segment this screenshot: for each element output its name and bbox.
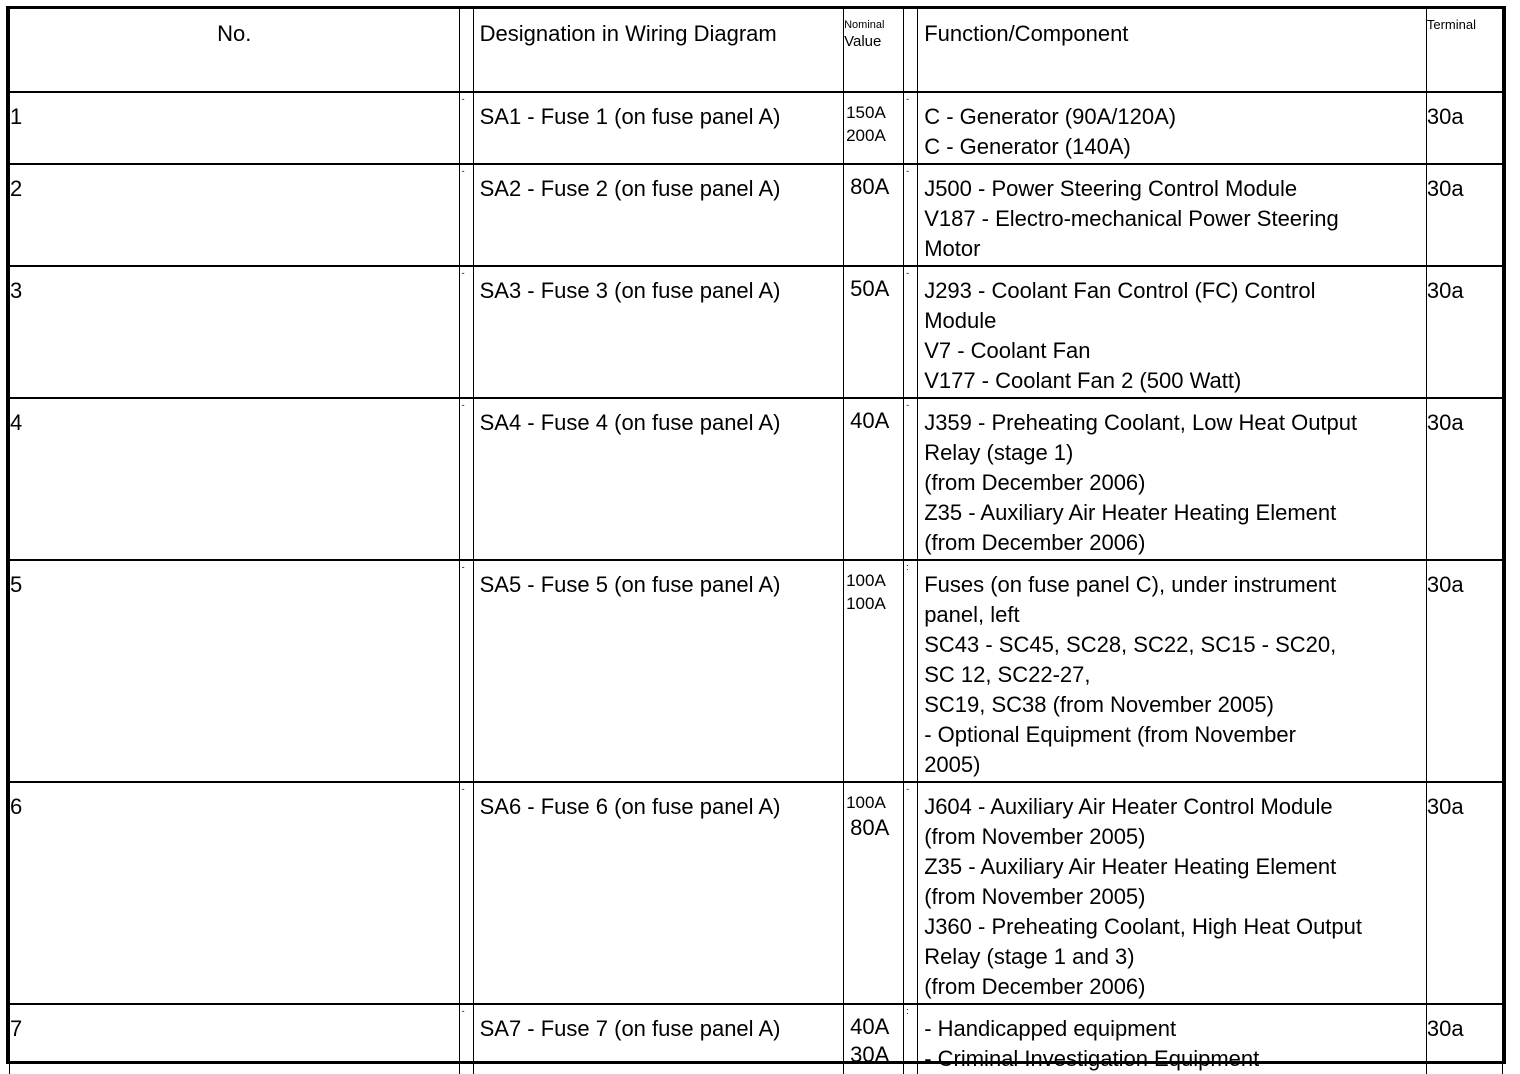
function-line: panel, left (924, 602, 1020, 627)
function-line: - Criminal Investigation Equipment (924, 1046, 1260, 1071)
function-line: J360 - Preheating Coolant, High Heat Output (924, 914, 1363, 939)
nominal-value-a: 50A (850, 276, 890, 301)
function-line: J500 - Power Steering Control Module (924, 176, 1298, 201)
function-line: Relay (stage 1 and 3) (924, 944, 1135, 969)
row-number: 3 (10, 266, 460, 398)
nominal-value-b: 80A (850, 815, 890, 840)
function-line: V177 - Coolant Fan 2 (500 Watt) (924, 368, 1242, 393)
row-designation: SA6 - Fuse 6 (on fuse panel A) (473, 782, 843, 1004)
function-line: - Optional Equipment (from November (924, 722, 1296, 747)
table-row (10, 398, 1503, 560)
row-designation: SA7 - Fuse 7 (on fuse panel A) (473, 1004, 843, 1074)
nominal-value-b: 100A (846, 594, 886, 613)
row-function (918, 782, 1427, 1004)
fuse-table-sheet (6, 6, 1506, 1071)
function-line: V7 - Coolant Fan (924, 338, 1091, 363)
fuse-table (9, 9, 1503, 1074)
row-terminal: 30a (1426, 92, 1502, 164)
function-line: J293 - Coolant Fan Control (FC) Control (924, 278, 1316, 303)
row-designation: SA2 - Fuse 2 (on fuse panel A) (473, 164, 843, 266)
row-function (918, 1004, 1427, 1074)
row-gap-mark: - (904, 92, 918, 164)
header-gap (459, 9, 473, 92)
row-number: 4 (10, 398, 460, 560)
row-terminal: 30a (1426, 1004, 1502, 1074)
table-row (10, 1004, 1503, 1074)
header-terminal: Terminal (1426, 9, 1502, 92)
row-nominal-value (844, 560, 904, 782)
function-line: SC19, SC38 (from November 2005) (924, 692, 1274, 717)
header-row (10, 9, 1503, 92)
nominal-value-a: 100A (846, 571, 886, 590)
header-nominal-line1: Nominal (844, 19, 885, 31)
nominal-value-a: 40A (850, 1014, 890, 1039)
header-function: Function/Component (918, 9, 1427, 92)
function-line: C - Generator (140A) (924, 134, 1131, 159)
row-function (918, 560, 1427, 782)
row-function (918, 398, 1427, 560)
row-designation: SA4 - Fuse 4 (on fuse panel A) (473, 398, 843, 560)
row-number: 1 (10, 92, 460, 164)
function-line: Z35 - Auxiliary Air Heater Heating Element (924, 854, 1337, 879)
nominal-value-b: 30A (850, 1042, 890, 1067)
row-gap-mark: - (459, 1004, 473, 1074)
header-nominal-line2: Value (844, 33, 882, 50)
function-line: (from December 2006) (924, 470, 1146, 495)
row-gap-mark: - (459, 164, 473, 266)
header-nominal-value (844, 9, 904, 92)
row-gap-mark: - (904, 266, 918, 398)
function-line: Fuses (on fuse panel C), under instrument (924, 572, 1337, 597)
row-nominal-value (844, 164, 904, 266)
row-terminal: 30a (1426, 560, 1502, 782)
nominal-value-a: 40A (850, 408, 890, 433)
nominal-value-a: 150A (846, 103, 886, 122)
row-gap-mark: - (459, 92, 473, 164)
row-terminal: 30a (1426, 782, 1502, 1004)
header-gap (904, 9, 918, 92)
row-terminal: 30a (1426, 164, 1502, 266)
row-gap-mark: - (459, 266, 473, 398)
function-line: (from December 2006) (924, 974, 1146, 999)
row-gap-mark: - (459, 560, 473, 782)
row-designation: SA5 - Fuse 5 (on fuse panel A) (473, 560, 843, 782)
function-line: V187 - Electro-mechanical Power Steering (924, 206, 1339, 231)
nominal-value-b: 200A (846, 126, 886, 145)
nominal-value-a: 100A (846, 793, 886, 812)
table-row (10, 782, 1503, 1004)
row-designation: SA1 - Fuse 1 (on fuse panel A) (473, 92, 843, 164)
function-line: (from November 2005) (924, 884, 1146, 909)
row-number: 2 (10, 164, 460, 266)
row-gap-mark: : (904, 1004, 918, 1074)
function-line: - Handicapped equipment (924, 1016, 1177, 1041)
function-line: (from November 2005) (924, 824, 1146, 849)
row-gap-mark: - (904, 164, 918, 266)
function-line: Motor (924, 236, 981, 261)
function-line: 2005) (924, 752, 981, 777)
row-nominal-value (844, 782, 904, 1004)
row-number: 6 (10, 782, 460, 1004)
function-line: Relay (stage 1) (924, 440, 1074, 465)
row-designation: SA3 - Fuse 3 (on fuse panel A) (473, 266, 843, 398)
row-gap-mark: - (904, 782, 918, 1004)
row-nominal-value (844, 398, 904, 560)
function-line: SC43 - SC45, SC28, SC22, SC15 - SC20, (924, 632, 1337, 657)
row-nominal-value (844, 92, 904, 164)
row-gap-mark: - (459, 782, 473, 1004)
row-gap-mark: - (459, 398, 473, 560)
table-row (10, 92, 1503, 164)
function-line: Module (924, 308, 997, 333)
function-line: J604 - Auxiliary Air Heater Control Module (924, 794, 1333, 819)
function-line: SC 12, SC22-27, (924, 662, 1091, 687)
row-function (918, 266, 1427, 398)
row-terminal: 30a (1426, 398, 1502, 560)
row-terminal: 30a (1426, 266, 1502, 398)
nominal-value-a: 80A (850, 174, 890, 199)
function-line: J359 - Preheating Coolant, Low Heat Output (924, 410, 1358, 435)
table-row (10, 560, 1503, 782)
row-function (918, 92, 1427, 164)
header-no: No. (10, 9, 460, 92)
function-line: C - Generator (90A/120A) (924, 104, 1177, 129)
table-row (10, 164, 1503, 266)
row-gap-mark: - (904, 398, 918, 560)
row-gap-mark: : (904, 560, 918, 782)
row-number: 5 (10, 560, 460, 782)
row-nominal-value (844, 1004, 904, 1074)
function-line: (from December 2006) (924, 530, 1146, 555)
header-designation: Designation in Wiring Diagram (473, 9, 843, 92)
row-nominal-value (844, 266, 904, 398)
function-line: Z35 - Auxiliary Air Heater Heating Element (924, 500, 1337, 525)
table-row (10, 266, 1503, 398)
row-number: 7 (10, 1004, 460, 1074)
row-function (918, 164, 1427, 266)
